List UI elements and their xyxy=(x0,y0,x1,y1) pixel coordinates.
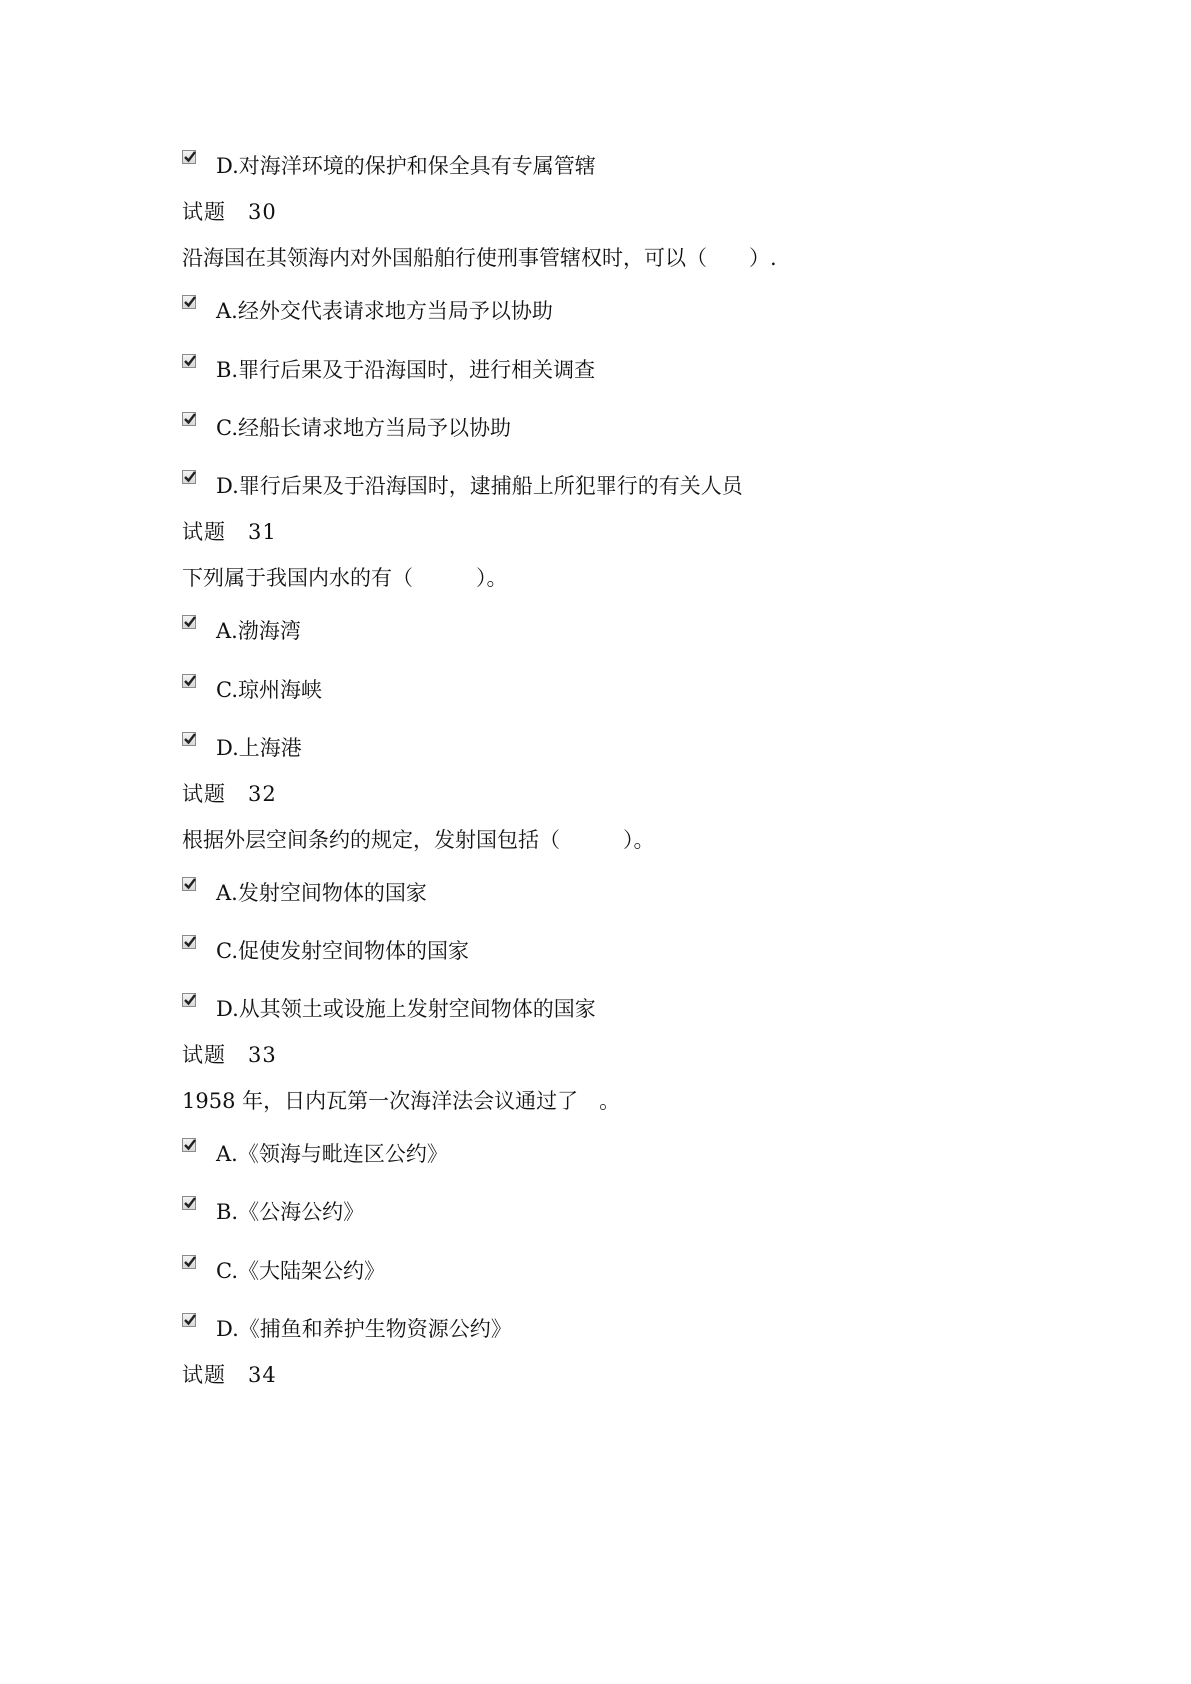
checkbox-checked-icon[interactable] xyxy=(182,354,196,368)
question-heading xyxy=(182,518,277,546)
checkbox-checked-icon[interactable] xyxy=(182,470,196,484)
option-text: A.渤海湾 xyxy=(216,619,301,643)
option-text: A.《领海与毗连区公约》 xyxy=(216,1142,448,1166)
answer-option xyxy=(182,1257,385,1285)
option-text: D.上海港 xyxy=(216,736,302,760)
checkbox-checked-icon[interactable] xyxy=(182,1313,196,1327)
checkbox-checked-icon[interactable] xyxy=(182,935,196,949)
question-number: 34 xyxy=(248,1363,277,1387)
answer-option xyxy=(182,995,596,1023)
question-number: 33 xyxy=(248,1043,277,1067)
question-heading xyxy=(182,198,277,226)
answer-option xyxy=(182,472,743,500)
checkbox-checked-icon[interactable] xyxy=(182,877,196,891)
option-text: D.《捕鱼和养护生物资源公约》 xyxy=(216,1317,512,1341)
answer-option xyxy=(182,1140,448,1168)
checkbox-checked-icon[interactable] xyxy=(182,1196,196,1210)
question-label: 试题 xyxy=(182,200,226,224)
checkbox-checked-icon[interactable] xyxy=(182,295,196,309)
checkbox-checked-icon[interactable] xyxy=(182,615,196,629)
answer-option xyxy=(182,879,427,907)
option-text: B.罪行后果及于沿海国时，进行相关调查 xyxy=(216,358,596,382)
question-number: 32 xyxy=(248,782,277,806)
checkbox-checked-icon[interactable] xyxy=(182,1255,196,1269)
answer-option xyxy=(182,356,595,384)
option-text: D.罪行后果及于沿海国时，逮捕船上所犯罪行的有关人员 xyxy=(216,474,743,498)
answer-option xyxy=(182,937,469,965)
checkbox-checked-icon[interactable] xyxy=(182,674,196,688)
answer-option xyxy=(182,1315,512,1343)
question-stem: 下列属于我国内水的有（ ）。 xyxy=(182,566,508,590)
option-text: C.促使发射空间物体的国家 xyxy=(216,939,469,963)
question-stem: 沿海国在其领海内对外国船舶行使刑事管辖权时，可以（ ）. xyxy=(182,246,777,270)
answer-option xyxy=(182,297,553,325)
option-text: A.发射空间物体的国家 xyxy=(216,881,427,905)
option-text: D.对海洋环境的保护和保全具有专属管辖 xyxy=(216,154,596,178)
question-number: 31 xyxy=(248,520,277,544)
answer-option xyxy=(182,1198,364,1226)
question-label: 试题 xyxy=(182,782,226,806)
question-label: 试题 xyxy=(182,1043,226,1067)
question-stem: 根据外层空间条约的规定，发射国包括（ ）。 xyxy=(182,828,655,852)
option-text: C.经船长请求地方当局予以协助 xyxy=(216,416,511,440)
option-text: D.从其领土或设施上发射空间物体的国家 xyxy=(216,997,596,1021)
option-text: C.琼州海峡 xyxy=(216,678,322,702)
checkbox-checked-icon[interactable] xyxy=(182,412,196,426)
question-stem: 1958 年，日内瓦第一次海洋法会议通过了 。 xyxy=(182,1089,621,1113)
question-label: 试题 xyxy=(182,520,226,544)
answer-option xyxy=(182,676,322,704)
question-heading xyxy=(182,1041,277,1069)
answer-option xyxy=(182,734,302,762)
question-heading xyxy=(182,1361,277,1389)
checkbox-checked-icon[interactable] xyxy=(182,1138,196,1152)
checkbox-checked-icon[interactable] xyxy=(182,150,196,164)
answer-option xyxy=(182,414,511,442)
answer-option xyxy=(182,617,301,645)
option-text: A.经外交代表请求地方当局予以协助 xyxy=(216,299,553,323)
option-text: B.《公海公约》 xyxy=(216,1200,365,1224)
checkbox-checked-icon[interactable] xyxy=(182,732,196,746)
question-heading xyxy=(182,780,277,808)
question-label: 试题 xyxy=(182,1363,226,1387)
option-text: C.《大陆架公约》 xyxy=(216,1259,385,1283)
checkbox-checked-icon[interactable] xyxy=(182,993,196,1007)
question-number: 30 xyxy=(248,200,277,224)
answer-option xyxy=(182,152,596,180)
